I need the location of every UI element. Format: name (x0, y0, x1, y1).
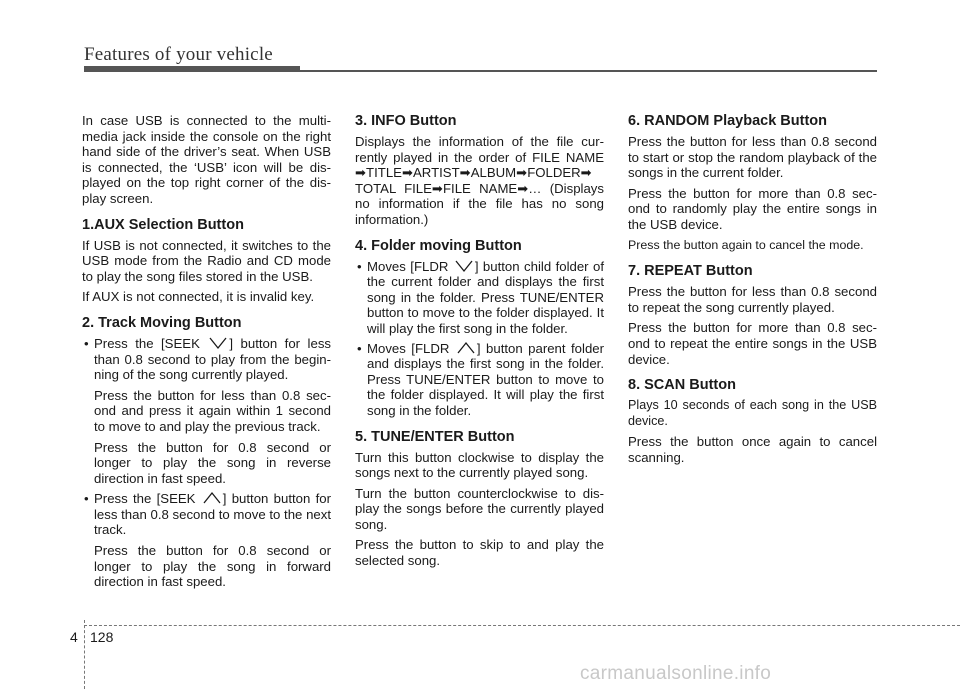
random-paragraph-1: Press the button for less than 0.8 second to start or stop the random playback of the songs in the current folder. (628, 134, 877, 181)
repeat-paragraph-1: Press the button for less than 0.8 second to repeat the song currently played. (628, 284, 877, 315)
folder-list (355, 259, 604, 419)
random-heading: 6. RANDOM Playback Button (628, 113, 827, 129)
tune-heading: 5. TUNE/ENTER Button (355, 428, 515, 445)
folder-heading: 4. Folder moving Button (355, 237, 522, 254)
page-number: 128 (90, 629, 114, 645)
scan-paragraph-1: Plays 10 seconds of each song in the USB device. (628, 398, 877, 428)
aux-paragraph-1: If USB is not connected, it switches to the USB mode from the Radio and CD mode to play the song files stored in the USB. (82, 237, 331, 284)
chapter-number: 4 (70, 629, 78, 645)
track-sub-paragraph: Press the button for 0.8 second or longer to play the song in forward direction in fast speed. (94, 543, 331, 590)
tune-paragraph-3: Press the button to skip to and play the selected song. (355, 537, 604, 569)
random-paragraph-2: Press the button for more than 0.8 sec-ond to randomly play the entire songs in the USB device. (628, 185, 877, 232)
page-header-title: Features of your vehicle (84, 44, 273, 65)
aux-heading: 1.AUX Selection Button (82, 216, 244, 233)
tune-paragraph-2: Turn the button counterclockwise to dis-play the songs before the currently played song. (355, 485, 604, 532)
random-paragraph-3: Press the button again to cancel the mode. (628, 237, 864, 252)
list-item: • Press the [SEEK ] button button for less than 0.8 second to move to the next track. (82, 491, 331, 538)
list-item: • Moves [FLDR ] button child folder of the current folder and displays the first song in the folder. Press TUNE/ENTER button to move to the folder displayed. It will play the first song in the folder. (355, 259, 604, 337)
footer-divider (84, 620, 85, 689)
chevron-up-icon (455, 341, 477, 355)
footer-rule (84, 625, 960, 626)
chevron-up-icon (201, 491, 223, 505)
watermark: carmanualsonline.info (580, 663, 772, 684)
column-middle (355, 113, 604, 574)
track-sub-paragraph: Press the button for less than 0.8 sec-ond and press it again within 1 second to move to and play the previous track. (94, 387, 331, 434)
aux-paragraph-2: If AUX is not connected, it is invalid key. (82, 289, 315, 305)
track-list-2 (82, 491, 331, 538)
column-right (628, 113, 877, 471)
repeat-heading: 7. REPEAT Button (628, 263, 753, 280)
scan-heading: 8. SCAN Button (628, 377, 736, 394)
intro-paragraph: In case USB is connected to the multi-media jack inside the console on the right hand side of the driver’s seat. When USB is connected, the ‘USB’ icon will be dis-played on the top right corner of the dis-play screen. (82, 113, 331, 206)
scan-paragraph-2: Press the button once again to cancel scanning. (628, 434, 877, 465)
header-rule-thick (84, 66, 300, 72)
track-sub-paragraph: Press the button for 0.8 second or longer to play the song in reverse direction in fast speed. (94, 439, 331, 486)
track-list (82, 336, 331, 383)
info-paragraph: Displays the information of the file cur-rently played in the order of FILE NAME ➡TITLE➡ARTIST➡ALBUM➡FOLDER➡ TOTAL FILE➡FILE NAME➡… (Displays no information if the file has no song information.) (355, 134, 604, 227)
track-heading: 2. Track Moving Button (82, 314, 242, 331)
header-rule-thin (300, 70, 877, 72)
info-heading: 3. INFO Button (355, 113, 457, 129)
list-item: • Moves [FLDR ] button parent folder and displays the first song in the folder. Press TUNE/ENTER button to move to the folder displayed. It will play the first song in the folder. (355, 341, 604, 419)
repeat-paragraph-2: Press the button for more than 0.8 sec-ond to repeat the entire songs in the USB device. (628, 320, 877, 367)
list-item: • Press the [SEEK ] button for less than 0.8 second to play from the begin-ning of the song currently played. (82, 336, 331, 383)
tune-paragraph-1: Turn this button clockwise to display the songs next to the currently played song. (355, 449, 604, 481)
chevron-down-icon (207, 336, 229, 350)
chevron-down-icon (453, 259, 475, 273)
column-left (82, 113, 331, 595)
